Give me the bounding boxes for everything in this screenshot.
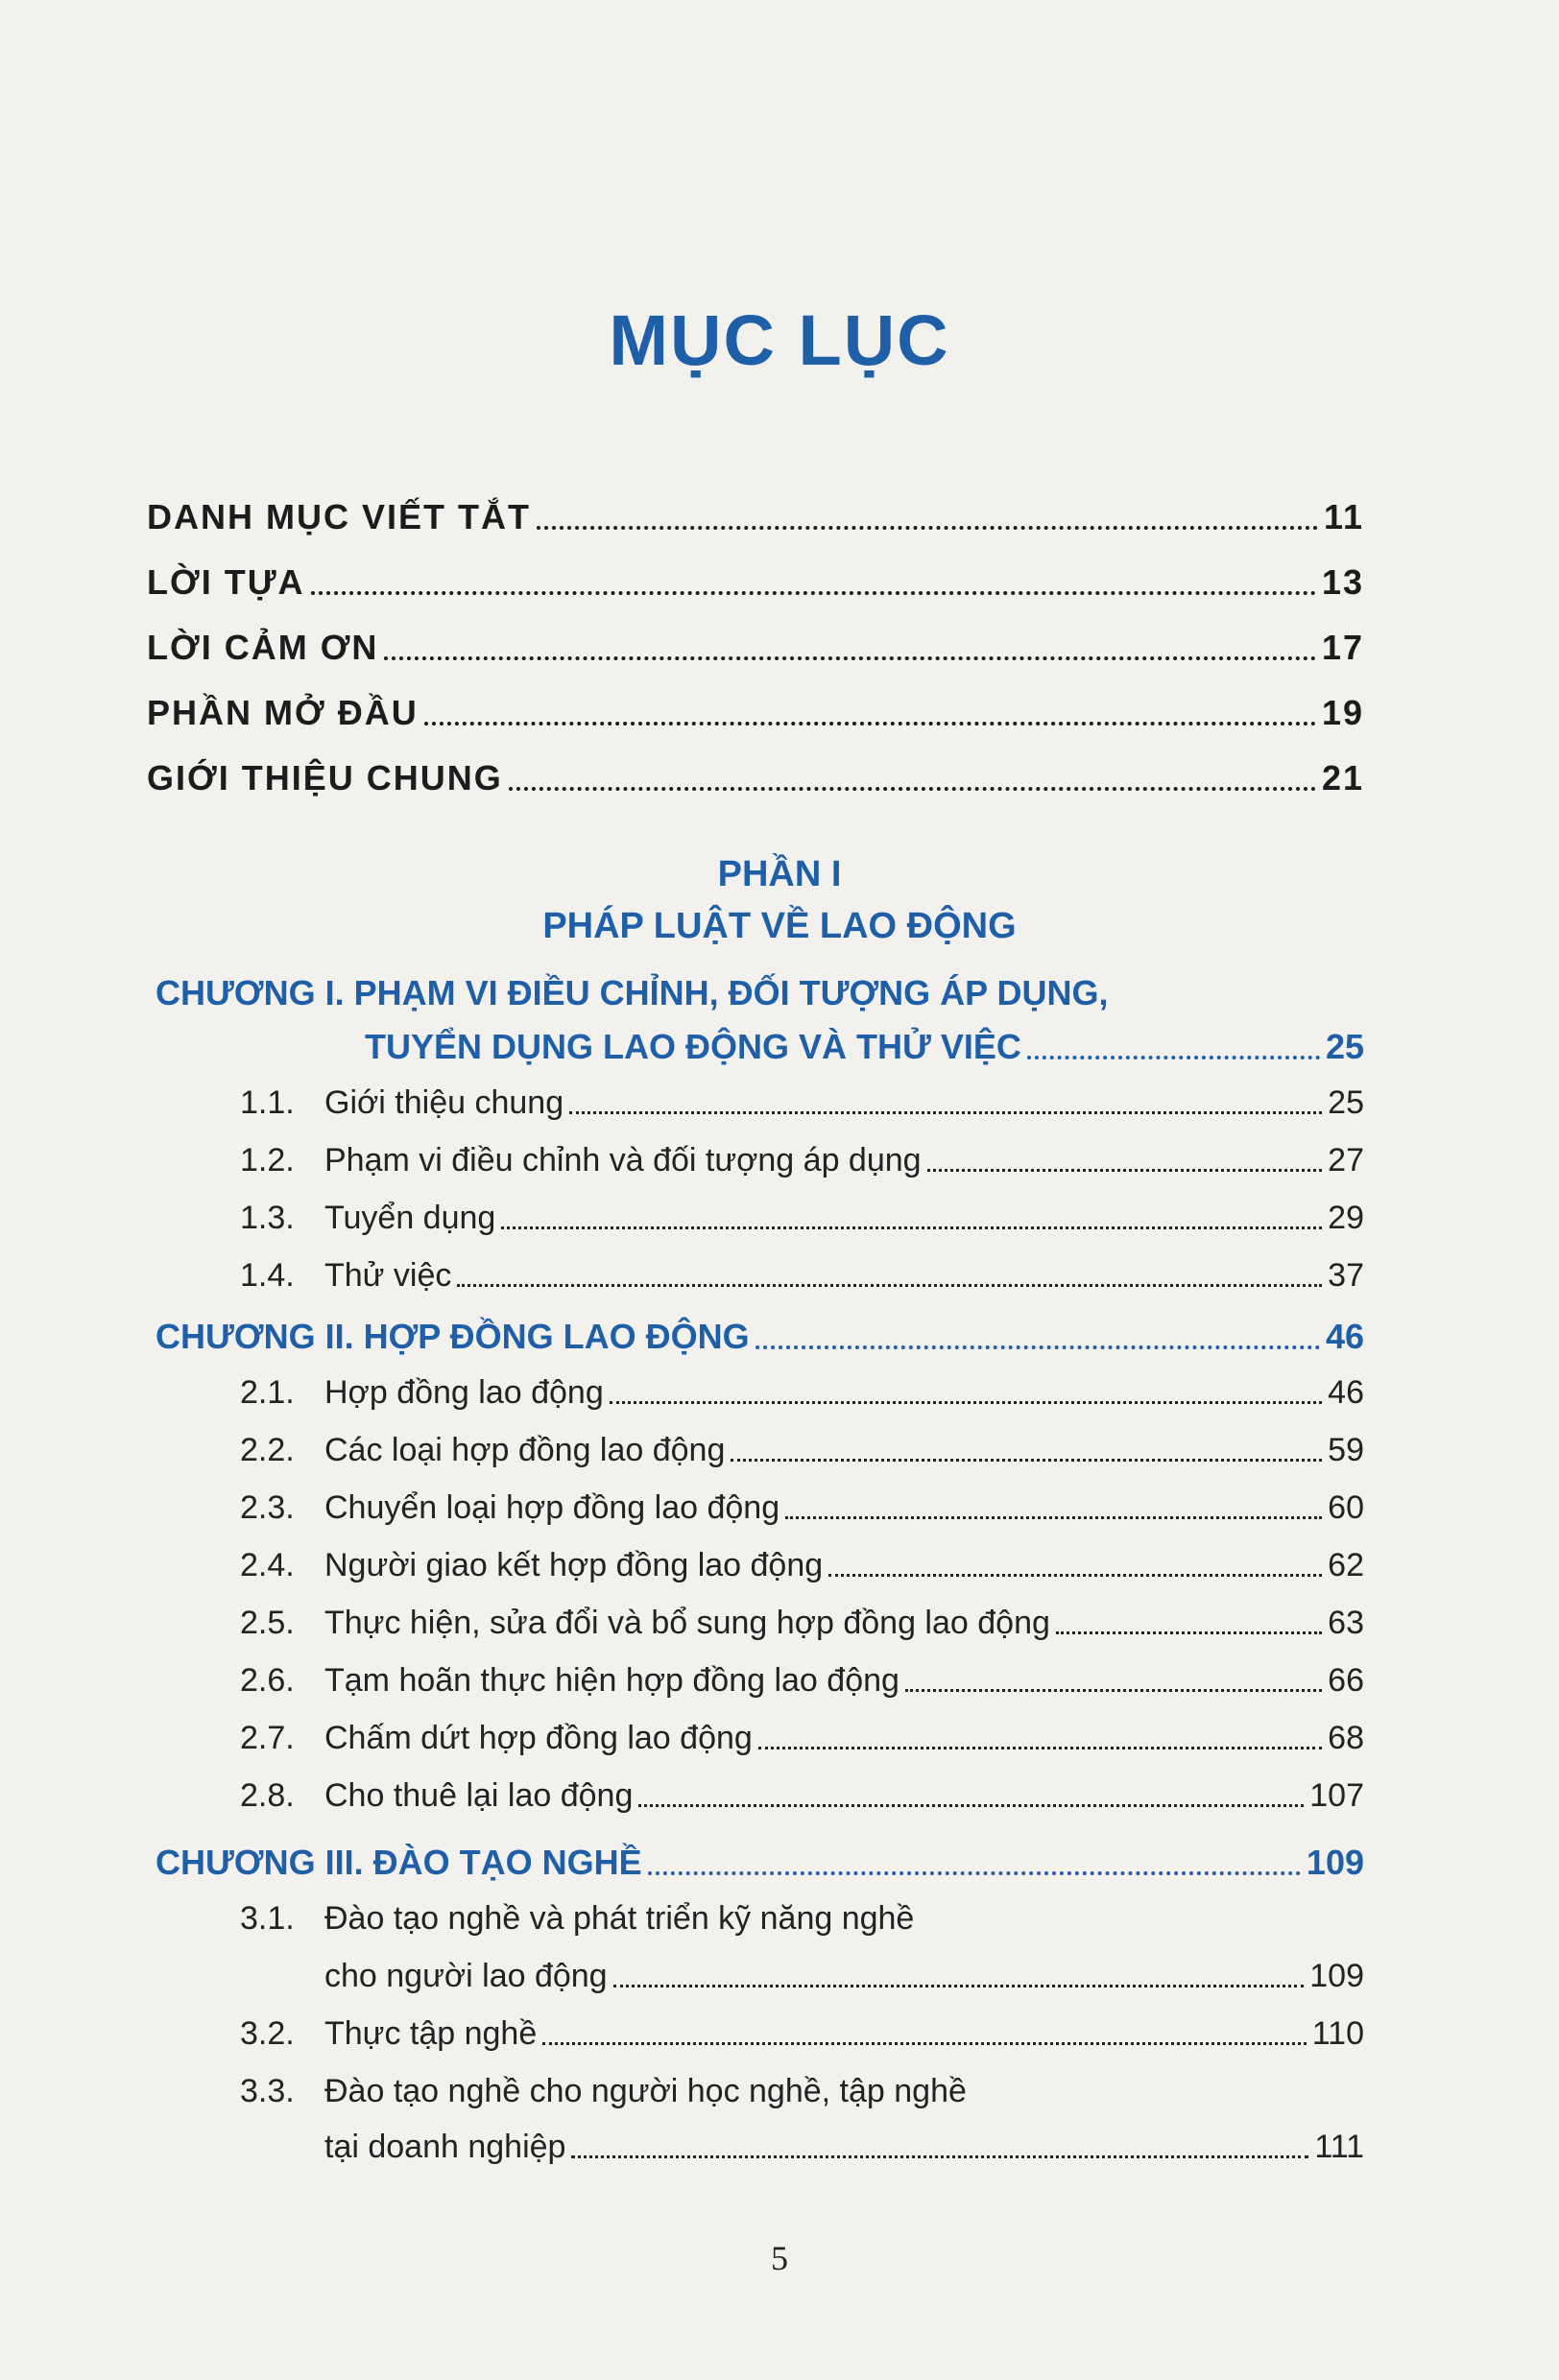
section-page: 111 (1314, 2129, 1364, 2165)
toc-entry-page: 17 (1321, 628, 1364, 667)
section-label: Hợp đồng lao động (324, 1374, 604, 1411)
section-label: Thử việc (324, 1257, 452, 1294)
section-entry[interactable] (240, 1142, 1364, 1179)
leader-dots (542, 2042, 1307, 2045)
toc-entry-label: GIỚI THIỆU CHUNG (147, 758, 503, 797)
section-number: 2.3. (240, 1489, 295, 1526)
section-number: 2.1. (240, 1374, 295, 1411)
leader-dots (613, 1985, 1305, 1987)
toc-entry-label: LỜI TỰA (147, 562, 305, 602)
section-entry[interactable] (240, 1662, 1364, 1700)
leader-dots (457, 1284, 1322, 1287)
page-number: 5 (771, 2239, 788, 2277)
chapter-entry[interactable] (365, 1027, 1364, 1067)
section-entry[interactable] (240, 1374, 1364, 1412)
section-label: Thực tập nghề (324, 2015, 538, 2052)
section-number: 2.5. (240, 1605, 295, 1641)
section-label: Tuyển dụng (324, 1200, 496, 1236)
section-label: Người giao kết hợp đồng lao động (324, 1547, 824, 1583)
section-page: 37 (1328, 1257, 1364, 1294)
section-number: 2.2. (240, 1432, 295, 1468)
section-entry[interactable] (240, 1257, 1364, 1295)
part-number: PHẦN I (717, 854, 842, 894)
section-page: 29 (1328, 1200, 1364, 1236)
leader-dots (571, 2155, 1308, 2158)
chapter-title: CHƯƠNG II. HỢP ĐỒNG LAO ĐỘNG (156, 1317, 750, 1356)
section-number: 2.7. (240, 1720, 295, 1756)
section-number: 3.3. (240, 2073, 295, 2109)
leader-dots (758, 1747, 1322, 1749)
part-title: PHÁP LUẬT VỀ LAO ĐỘNG (542, 906, 1017, 946)
leader-dots (610, 1401, 1322, 1404)
section-number: 1.4. (240, 1257, 295, 1294)
section-number: 2.8. (240, 1777, 295, 1814)
leader-dots (501, 1226, 1322, 1229)
section-entry[interactable] (240, 2015, 1364, 2053)
section-label: Chấm dứt hợp đồng lao động (324, 1720, 753, 1756)
section-label: Phạm vi điều chỉnh và đối tượng áp dụng (324, 1142, 922, 1178)
leader-dots (311, 591, 1316, 595)
section-number: 2.4. (240, 1547, 295, 1583)
chapter-page: 46 (1325, 1317, 1364, 1356)
section-entry[interactable] (240, 1200, 1364, 1237)
toc-entry-page: 19 (1321, 693, 1364, 732)
chapter-title[interactable]: CHƯƠNG I. PHẠM VI ĐIỀU CHỈNH, ĐỐI TƯỢNG ÁP DỤNG, (156, 973, 1109, 1012)
section-entry[interactable] (324, 1958, 1364, 1995)
chapter-page: 109 (1306, 1843, 1364, 1882)
toc-entry[interactable] (147, 628, 1364, 668)
toc-entry[interactable] (147, 758, 1364, 798)
section-page: 25 (1328, 1084, 1364, 1121)
section-number: 1.3. (240, 1200, 295, 1236)
section-page: 66 (1328, 1662, 1364, 1699)
leader-dots (927, 1169, 1323, 1172)
section-entry[interactable] (240, 1720, 1364, 1757)
section-entry[interactable] (324, 2129, 1364, 2166)
section-page: 62 (1328, 1547, 1364, 1583)
section-number: 1.2. (240, 1142, 295, 1178)
leader-dots (638, 1804, 1304, 1807)
section-page: 63 (1328, 1605, 1364, 1641)
leader-dots (731, 1459, 1322, 1462)
toc-entry-label: DANH MỤC VIẾT TẮT (147, 497, 531, 536)
toc-entry-label: PHẦN MỞ ĐẦU (147, 693, 419, 732)
section-label[interactable]: Đào tạo nghề cho người học nghề, tập nghề (324, 2073, 967, 2109)
toc-entry-page: 11 (1323, 497, 1364, 536)
section-number: 1.1. (240, 1084, 295, 1121)
section-label: Cho thuê lại lao động (324, 1777, 634, 1814)
toc-entry-page: 13 (1321, 562, 1364, 602)
leader-dots (509, 787, 1316, 791)
section-label[interactable]: Đào tạo nghề và phát triển kỹ năng nghề (324, 1900, 915, 1937)
leader-dots (424, 722, 1316, 726)
section-entry[interactable] (240, 1084, 1364, 1122)
leader-dots (828, 1574, 1322, 1577)
section-number: 3.2. (240, 2015, 295, 2052)
section-number: 2.6. (240, 1662, 295, 1699)
chapter-title-cont: TUYỂN DỤNG LAO ĐỘNG VÀ THỬ VIỆC (365, 1027, 1021, 1066)
section-page: 46 (1328, 1374, 1364, 1411)
chapter-entry[interactable] (156, 1843, 1364, 1883)
chapter-page: 25 (1325, 1027, 1364, 1066)
section-entry[interactable] (240, 1547, 1364, 1584)
leader-dots (756, 1345, 1320, 1349)
chapter-title: CHƯƠNG III. ĐÀO TẠO NGHỀ (156, 1843, 642, 1882)
section-number: 3.1. (240, 1900, 295, 1937)
page-title: MỤC LỤC (609, 300, 950, 380)
leader-dots (537, 526, 1318, 530)
toc-entry[interactable] (147, 562, 1364, 603)
section-entry[interactable] (240, 1489, 1364, 1527)
section-page: 107 (1309, 1777, 1364, 1814)
section-page: 109 (1309, 1958, 1364, 1994)
section-page: 68 (1328, 1720, 1364, 1756)
leader-dots (905, 1689, 1322, 1692)
leader-dots (384, 656, 1316, 660)
section-label: Giới thiệu chung (324, 1084, 564, 1121)
section-label-cont: cho người lao động (324, 1958, 608, 1994)
section-page: 27 (1328, 1142, 1364, 1178)
leader-dots (785, 1516, 1322, 1519)
section-label: Thực hiện, sửa đổi và bổ sung hợp đồng lao động (324, 1605, 1050, 1641)
leader-dots (1027, 1056, 1320, 1059)
chapter-entry[interactable] (156, 1317, 1364, 1357)
section-page: 60 (1328, 1489, 1364, 1526)
toc-entry[interactable] (147, 497, 1364, 537)
toc-entry-label: LỜI CẢM ƠN (147, 628, 379, 667)
toc-entry[interactable] (147, 693, 1364, 733)
section-label: Chuyển loại hợp đồng lao động (324, 1489, 780, 1526)
leader-dots (1056, 1631, 1322, 1634)
section-page: 110 (1311, 2015, 1364, 2052)
section-page: 59 (1328, 1432, 1364, 1468)
section-entry[interactable] (240, 1432, 1364, 1469)
section-entry[interactable] (240, 1605, 1364, 1642)
leader-dots (648, 1871, 1301, 1875)
section-label: Các loại hợp đồng lao động (324, 1432, 726, 1468)
section-label: Tạm hoãn thực hiện hợp đồng lao động (324, 1662, 899, 1699)
section-label-cont: tại doanh nghiệp (324, 2129, 566, 2165)
section-entry[interactable] (240, 1777, 1364, 1815)
leader-dots (569, 1111, 1322, 1114)
toc-entry-page: 21 (1321, 758, 1364, 797)
